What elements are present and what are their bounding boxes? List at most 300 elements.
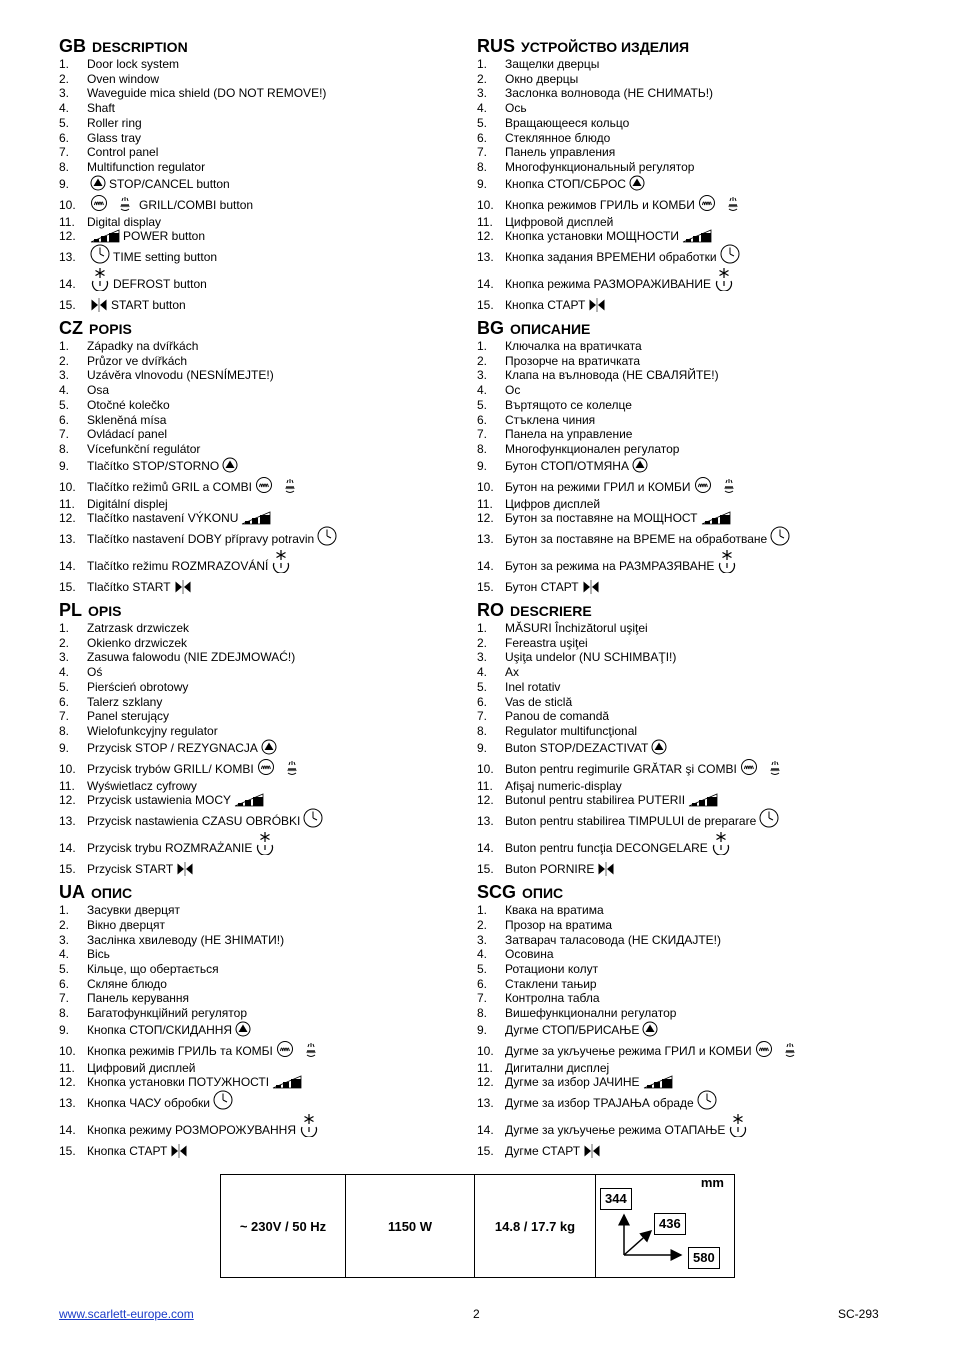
grill-combi-icon	[255, 476, 301, 494]
item-label: Стеклянное блюдо	[505, 130, 611, 145]
section-heading	[477, 318, 887, 338]
item-label: Панель керування	[87, 991, 190, 1006]
weight-value: 14.8 / 17.7 kg	[494, 1218, 576, 1234]
item-number: 7.	[59, 427, 70, 442]
item-number: 14.	[477, 1123, 494, 1138]
clock-icon	[759, 808, 779, 828]
item-number: 10.	[59, 479, 76, 494]
list-item	[477, 160, 887, 175]
list-item	[477, 1075, 887, 1090]
item-number: 8.	[477, 441, 488, 456]
item-label: Контролна табла	[505, 991, 600, 1006]
item-label: Окно дверцы	[505, 71, 579, 86]
item-number: 5.	[477, 961, 488, 976]
right-column	[477, 36, 887, 1164]
start-icon	[583, 1144, 601, 1158]
list-item	[59, 808, 469, 831]
item-number: 8.	[59, 723, 70, 738]
item-label: Многофункциональный регулятор	[505, 159, 695, 174]
item-number: 4.	[477, 665, 488, 680]
website-link[interactable]: www.scarlett-europe.com	[59, 1307, 194, 1321]
item-number: 7.	[59, 991, 70, 1006]
list-item	[59, 1090, 469, 1113]
item-number: 2.	[477, 917, 488, 932]
list-item	[59, 354, 469, 369]
item-label: START button	[111, 298, 186, 313]
item-label: GRILL/COMBI button	[139, 197, 254, 212]
grill-combi-icon	[276, 1040, 322, 1058]
language-code: BG	[477, 318, 504, 339]
item-number: 13.	[59, 1096, 76, 1111]
specifications-table	[220, 1174, 735, 1278]
item-number: 10.	[59, 197, 76, 212]
section-heading	[59, 882, 469, 902]
item-label: Дугме СТОП/БРИСАЊЕ	[505, 1022, 640, 1037]
item-number: 12.	[477, 793, 494, 808]
list-item	[59, 244, 469, 267]
list-item	[477, 1006, 887, 1021]
list-item	[477, 1021, 887, 1040]
item-number: 3.	[59, 86, 70, 101]
list-item	[59, 383, 469, 398]
list-item	[59, 267, 469, 296]
item-number: 10.	[477, 479, 494, 494]
list-item	[477, 1061, 887, 1076]
language-code: RUS	[477, 36, 516, 56]
item-label: Panou de comandă	[505, 709, 610, 724]
list-item	[59, 457, 469, 476]
list-item	[477, 339, 887, 354]
item-number: 14.	[59, 1123, 76, 1138]
language-code: CZ	[59, 318, 83, 339]
item-number: 2.	[477, 635, 488, 650]
item-label: Buton STOP/DEZACTIVAT	[505, 740, 649, 755]
item-label: Door lock system	[87, 57, 180, 71]
defrost-icon	[299, 1113, 319, 1137]
item-label: Багатофункційний регулятор	[87, 1006, 248, 1021]
item-number: 13.	[477, 1096, 494, 1111]
list-item	[59, 296, 469, 315]
item-number: 5.	[477, 397, 488, 412]
item-number: 9.	[477, 1022, 488, 1037]
item-label: Waveguide mica shield (DO NOT REMOVE!)	[87, 86, 327, 101]
item-label: Панела на управление	[505, 427, 633, 442]
item-label: Control panel	[87, 145, 159, 160]
item-number: 15.	[477, 1144, 494, 1159]
list-item	[477, 244, 887, 267]
item-label: Pierścień obrotowy	[87, 679, 189, 694]
list-item	[59, 1040, 469, 1061]
power-cell	[346, 1175, 475, 1277]
list-item	[59, 793, 469, 808]
section-ro	[477, 600, 887, 879]
item-number: 5.	[59, 115, 70, 130]
item-number: 7.	[477, 145, 488, 160]
list-item	[59, 194, 469, 215]
item-label: Прозорче на вратичката	[505, 353, 641, 368]
item-label: Стъклена чиния	[505, 412, 596, 427]
list-item	[477, 354, 887, 369]
item-label: Ovládací panel	[87, 427, 168, 442]
defrost-icon	[255, 831, 275, 855]
item-label: Roller ring	[87, 115, 142, 130]
section-scg	[477, 882, 887, 1161]
item-number: 12.	[477, 229, 494, 244]
list-item	[59, 991, 469, 1006]
list-item	[59, 1142, 469, 1161]
list-item	[477, 1142, 887, 1161]
list-item	[59, 398, 469, 413]
item-label: Tlačítko režimu ROZMRAZOVÁNÍ	[87, 559, 269, 574]
stop-icon	[261, 739, 277, 755]
list-item	[477, 383, 887, 398]
section-heading	[59, 318, 469, 338]
item-number: 11.	[59, 214, 75, 229]
item-number: 10.	[477, 1043, 494, 1058]
item-label: Buton PORNIRE	[505, 862, 595, 877]
item-label: Shaft	[87, 101, 116, 116]
list-item	[477, 991, 887, 1006]
list-item	[477, 779, 887, 794]
item-number: 4.	[59, 383, 70, 398]
item-number: 7.	[59, 709, 70, 724]
list-item	[477, 57, 887, 72]
list-item	[59, 933, 469, 948]
list-item	[477, 578, 887, 597]
list-item	[477, 526, 887, 549]
item-label: Przycisk nastawienia CZASU OBRÓBKI	[87, 814, 301, 829]
item-label: Осовина	[505, 947, 554, 962]
item-number: 5.	[477, 679, 488, 694]
list-item	[477, 947, 887, 962]
item-number: 2.	[59, 353, 70, 368]
item-label: Кнопка установки ПОТУЖНОСТІ	[87, 1075, 270, 1090]
item-label: Вікно дверцят	[87, 917, 166, 932]
item-number: 2.	[59, 71, 70, 86]
section-title: OPIS	[88, 603, 122, 620]
language-code: SCG	[477, 882, 517, 903]
list-item	[477, 1040, 887, 1061]
list-item	[477, 194, 887, 215]
item-label: Przycisk trybów GRILL/ KOMBI	[87, 761, 254, 776]
item-label: POWER button	[123, 229, 206, 244]
item-label: Buton pentru stabilirea TIMPULUI de preparare	[505, 814, 757, 829]
item-label: Вращающееся кольцо	[505, 115, 630, 130]
item-label: Дугме за избор ТРАЈАЊА обраде	[505, 1096, 694, 1111]
list-item	[477, 398, 887, 413]
item-label: Дигитални дисплеј	[505, 1060, 610, 1075]
start-icon	[597, 862, 615, 876]
item-number: 3.	[477, 368, 488, 383]
item-number: 6.	[477, 694, 488, 709]
power-icon	[643, 1075, 673, 1089]
list-item	[59, 160, 469, 175]
list-item	[59, 1006, 469, 1021]
item-label: Tlačítko STOP/STORNO	[87, 458, 220, 473]
list-item	[59, 724, 469, 739]
item-number: 15.	[477, 580, 494, 595]
item-number: 2.	[59, 917, 70, 932]
item-number: 5.	[59, 397, 70, 412]
item-label: Вишефункционални регулатор	[505, 1006, 677, 1021]
section-pl	[59, 600, 469, 879]
item-number: 1.	[59, 903, 70, 918]
power-icon	[234, 793, 264, 807]
item-number: 1.	[59, 621, 70, 636]
item-number: 8.	[59, 441, 70, 456]
grill-combi-icon	[694, 476, 740, 494]
item-label: Inel rotativ	[505, 679, 561, 694]
item-label: Бутон СТАРТ	[505, 580, 579, 595]
item-label: Przycisk STOP / REZYGNACJA	[87, 740, 258, 755]
list-item	[477, 549, 887, 578]
item-number: 4.	[477, 947, 488, 962]
list-item	[59, 427, 469, 442]
item-label: Бутон на режими ГРИЛ и КОМБИ	[505, 479, 691, 494]
list-item	[477, 442, 887, 457]
start-icon	[90, 298, 108, 312]
item-label: Osa	[87, 383, 110, 398]
item-label: Tlačítko START	[87, 580, 171, 595]
list-item	[477, 860, 887, 879]
item-number: 9.	[59, 176, 70, 191]
item-label: Digital display	[87, 214, 162, 229]
item-label: Защелки дверцы	[505, 57, 600, 71]
item-number: 15.	[59, 1144, 76, 1159]
item-number: 7.	[477, 709, 488, 724]
list-item	[59, 903, 469, 918]
list-item	[59, 1061, 469, 1076]
section-title: DESCRIPTION	[92, 39, 188, 55]
item-number: 9.	[477, 458, 488, 473]
list-item	[59, 578, 469, 597]
section-cz	[59, 318, 469, 597]
item-label: Wielofunkcyjny regulator	[87, 723, 218, 738]
dimensions-cell	[596, 1175, 734, 1277]
section-title: ОПИСАНИЕ	[510, 321, 591, 338]
list-item	[59, 101, 469, 116]
clock-icon	[697, 1090, 717, 1110]
item-label: Кільце, що обертається	[87, 961, 219, 976]
item-label: Digitální displej	[87, 496, 168, 511]
item-number: 8.	[477, 1006, 488, 1021]
list-item	[59, 526, 469, 549]
item-label: Fereastra uşiţei	[505, 635, 588, 650]
item-label: Кнопка СТОП/СКИДАННЯ	[87, 1022, 233, 1037]
item-label: Кнопка СТАРТ	[505, 298, 586, 313]
item-number: 7.	[477, 991, 488, 1006]
item-number: 6.	[59, 976, 70, 991]
list-item	[477, 101, 887, 116]
clock-icon	[303, 808, 323, 828]
page-number: 2	[473, 1307, 480, 1321]
list-item	[477, 831, 887, 860]
defrost-icon	[714, 267, 734, 291]
item-label: Panel sterujący	[87, 709, 170, 724]
item-number: 5.	[59, 961, 70, 976]
list-item	[59, 918, 469, 933]
list-item	[59, 476, 469, 497]
list-item	[59, 977, 469, 992]
item-label: DEFROST button	[113, 277, 207, 292]
item-number: 11.	[59, 1060, 75, 1075]
list-item	[59, 1021, 469, 1040]
item-number: 11.	[59, 496, 75, 511]
item-number: 1.	[477, 621, 488, 636]
item-number: 3.	[59, 650, 70, 665]
item-number: 12.	[59, 511, 76, 526]
stop-icon	[642, 1021, 658, 1037]
section-title: DESCRIERE	[510, 603, 592, 620]
list-item	[59, 860, 469, 879]
section-bg	[477, 318, 887, 597]
item-label: Ключалка на вратичката	[505, 339, 642, 354]
list-item	[477, 215, 887, 230]
height-dimension: 344	[600, 1188, 632, 1210]
list-item	[477, 72, 887, 87]
item-number: 4.	[59, 665, 70, 680]
item-number: 6.	[477, 976, 488, 991]
list-item	[59, 665, 469, 680]
item-number: 6.	[477, 130, 488, 145]
list-item	[59, 650, 469, 665]
item-number: 2.	[59, 635, 70, 650]
item-label: Кнопка СТОП/СБРОС	[505, 176, 626, 191]
item-label: Tlačítko režimů GRIL a COMBI	[87, 479, 252, 494]
item-number: 7.	[477, 427, 488, 442]
item-number: 12.	[477, 511, 494, 526]
list-item	[477, 933, 887, 948]
list-item	[477, 724, 887, 739]
item-number: 14.	[477, 277, 494, 292]
item-label: Заслонка волновода (НЕ СНИМАТЬ!)	[505, 86, 714, 101]
width-dimension: 580	[688, 1247, 720, 1269]
item-label: Tlačítko nastavení VÝKONU	[87, 511, 239, 526]
language-code: PL	[59, 600, 83, 621]
list-item	[477, 739, 887, 758]
section-heading	[59, 36, 469, 56]
item-number: 2.	[477, 71, 488, 86]
grill-combi-icon	[698, 194, 744, 212]
item-label: Цифровий дисплей	[87, 1060, 196, 1075]
voltage-value: ~ 230V / 50 Hz	[239, 1218, 327, 1234]
clock-icon	[317, 526, 337, 546]
list-item	[477, 650, 887, 665]
item-label: Ротациони колут	[505, 961, 599, 976]
item-number: 6.	[59, 694, 70, 709]
item-label: Дугме за укључење режима ГРИЛ и КОМБИ	[505, 1043, 752, 1058]
item-number: 3.	[59, 368, 70, 383]
list-item	[59, 709, 469, 724]
item-number: 10.	[477, 197, 494, 212]
list-item	[59, 962, 469, 977]
item-label: Дугме СТАРТ	[505, 1144, 581, 1159]
item-label: Заслінка хвилеводу (НЕ ЗНІМАТИ!)	[87, 932, 285, 947]
stop-icon	[632, 457, 648, 473]
list-item	[59, 636, 469, 651]
section-title: POPIS	[89, 321, 132, 338]
defrost-icon	[728, 1113, 748, 1137]
item-number: 10.	[59, 761, 76, 776]
item-label: Квака на вратима	[505, 903, 604, 918]
list-item	[59, 758, 469, 779]
start-icon	[588, 298, 606, 312]
language-code: RO	[477, 600, 504, 621]
item-number: 5.	[59, 679, 70, 694]
list-item	[59, 1075, 469, 1090]
item-number: 1.	[477, 903, 488, 918]
dimension-unit: mm	[700, 1175, 724, 1190]
item-label: Кнопка режимов ГРИЛЬ и КОМБИ	[505, 197, 695, 212]
section-title: ОПИС	[522, 885, 564, 902]
item-label: Vícefunkční regulátor	[87, 441, 201, 456]
item-number: 3.	[477, 932, 488, 947]
item-number: 3.	[477, 86, 488, 101]
list-item	[59, 947, 469, 962]
item-number: 7.	[59, 145, 70, 160]
list-item	[477, 413, 887, 428]
item-number: 14.	[59, 841, 76, 856]
item-number: 5.	[477, 115, 488, 130]
footer-link-container	[59, 1307, 194, 1321]
item-number: 12.	[59, 229, 76, 244]
list-item	[59, 175, 469, 194]
item-label: Цифров дисплей	[505, 496, 601, 511]
item-number: 14.	[59, 559, 76, 574]
power-icon	[90, 229, 120, 243]
section-ua	[59, 882, 469, 1161]
item-number: 14.	[477, 559, 494, 574]
grill-combi-icon	[90, 194, 136, 212]
item-label: Uşiţa undelor (NU SCHIMBAŢI!)	[505, 650, 677, 665]
defrost-icon	[271, 549, 291, 573]
item-number: 1.	[59, 339, 70, 354]
item-label: Бутон СТОП/ОТМЯНА	[505, 458, 629, 473]
section-heading	[477, 882, 887, 902]
list-item	[59, 368, 469, 383]
item-number: 12.	[477, 1075, 494, 1090]
list-item	[59, 497, 469, 512]
item-label: Кнопка СТАРТ	[87, 1144, 168, 1159]
list-item	[477, 665, 887, 680]
grill-combi-icon	[740, 758, 786, 776]
item-number: 8.	[59, 159, 70, 174]
item-label: Дугме за избор ЈАЧИНЕ	[505, 1075, 640, 1090]
voltage-cell	[221, 1175, 346, 1277]
item-label: Wyświetlacz cyfrowy	[87, 778, 197, 793]
list-item	[59, 229, 469, 244]
list-item	[59, 215, 469, 230]
item-label: Бутон за поставяне на МОЩНОСТ	[505, 511, 698, 526]
item-label: Кнопка режима РАЗМОРАЖИВАНИЕ	[505, 277, 711, 292]
model-number: SC-293	[838, 1307, 879, 1321]
start-icon	[582, 580, 600, 594]
clock-icon	[720, 244, 740, 264]
item-number: 15.	[59, 298, 76, 313]
item-number: 12.	[59, 1075, 76, 1090]
list-item	[477, 511, 887, 526]
item-number: 13.	[59, 532, 76, 547]
item-number: 11.	[477, 214, 493, 229]
list-item	[477, 296, 887, 315]
list-item	[59, 339, 469, 354]
item-number: 10.	[59, 1043, 76, 1058]
item-number: 6.	[477, 412, 488, 427]
defrost-icon	[717, 549, 737, 573]
list-item	[477, 175, 887, 194]
item-label: Скляне блюдо	[87, 976, 167, 991]
item-label: TIME setting button	[113, 250, 218, 265]
